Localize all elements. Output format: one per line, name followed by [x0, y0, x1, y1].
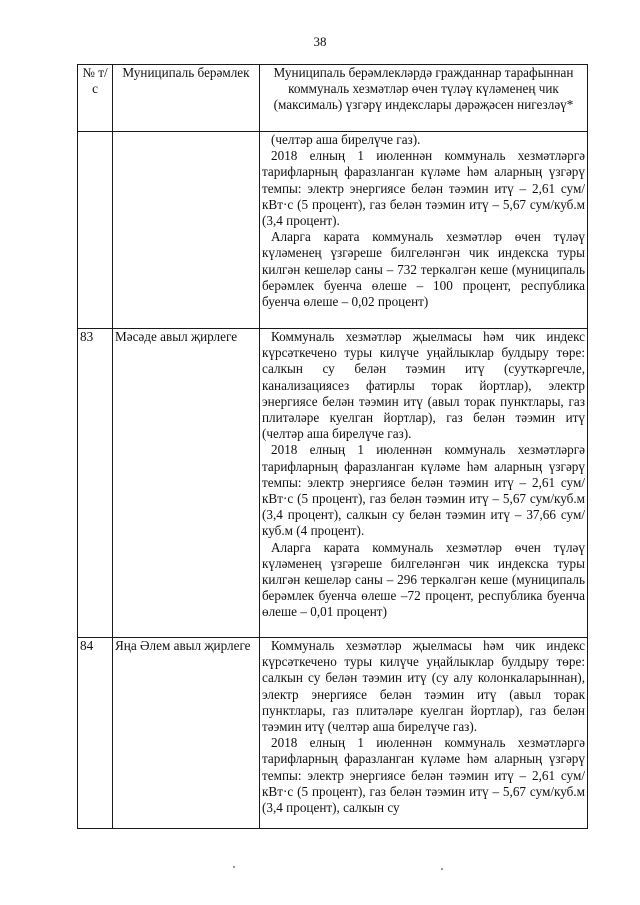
row-basis: [260, 329, 588, 638]
header-basis: Муниципаль берәмлекләрдә гражданнар тарафыннан коммуналь хезмәтләр өчен түләү күләменең чик (максималь) үзгәрү индекслары дәрәҗәсен нигезләү*: [260, 65, 588, 132]
row-number: [78, 132, 113, 329]
scan-speck: [441, 868, 443, 870]
row-number: 84: [78, 638, 113, 829]
row-basis: [260, 132, 588, 329]
basis-paragraph: 2018 елның 1 июленнән коммуналь хезмәтләргә тарифларның фаразланган күләме һәм аларның үзгәрү темпы: электр энергиясе белән тәэмин итү – 2,61 сум/кВт·с (5 процент), газ белән тәэмин итү – 5,67 сум/куб.м (3,4 процент).: [262, 148, 585, 229]
basis-paragraph: Аларга карата коммуналь хезмәтләр өчен түләү күләменең үзгәреше билгеләнгән чик индекска туры килгән кешеләр саны – 732 теркәлгән кеше (муниципаль берәмлек буенча өлеше – 100 процент, республика буенча өлеше – 0,02 процент): [262, 229, 585, 310]
page-number: 38: [313, 34, 327, 49]
header-number: № т/с: [78, 65, 113, 132]
row-basis: [260, 638, 588, 829]
row-municipality: [113, 132, 260, 329]
basis-paragraph: Аларга карата коммуналь хезмәтләр өчен түләү күләменең үзгәреше билгеләнгән чик индекска туры килгән кешеләр саны – 296 теркәлгән кеше (муниципаль берәмлек буенча өлеше –72 процент, республика буенча өлеше – 0,01 процент): [262, 539, 585, 620]
basis-paragraph: Коммуналь хезмәтләр җыелмасы һәм чик индекс күрсәткечено туры килүче уңайлыклар булдыру төре: салкын су белән тәэмин итү (сууткәргечле, канализациясез фатирлы торак йортлар), электр энергиясе белән тәэмин итү (авыл торак пунктлары, газ плитәләре куелган йортлар), газ белән тәэмин итү (челтәр аша бирелүче газ).: [262, 329, 585, 442]
row-number: 83: [78, 329, 113, 638]
row-municipality: Мәсәде авыл җирлеге: [113, 329, 260, 638]
scan-speck: [233, 866, 235, 868]
header-municipality: Муниципаль берәмлек: [113, 65, 260, 132]
table-row: [78, 329, 588, 638]
table-header-row: [78, 65, 588, 132]
basis-paragraph: 2018 елның 1 июленнән коммуналь хезмәтләргә тарифларның фаразланган күләме һәм аларның үзгәрү темпы: электр энергиясе белән тәэмин итү – 2,61 сум/кВт·с (5 процент), газ белән тәэмин итү – 5,67 сум/куб.м (3,4 процент), салкын су белән тәэмин итү – 37,66 сум/куб.м (4 процент).: [262, 442, 585, 539]
basis-paragraph: Коммуналь хезмәтләр җыелмасы һәм чик индекс күрсәткечено туры килүче уңайлыклар булдыру төре: салкын су белән тәэмин итү (су алу колонкаларыннан), электр энергиясе белән тәэмин итү (авыл торак пунктлары, газ плитәләре куелган йортлар), газ белән тәэмин итү (челтәр аша бирелүче газ).: [262, 638, 585, 735]
row-municipality: Яңа Әлем авыл җирлеге: [113, 638, 260, 829]
basis-paragraph: 2018 елның 1 июленнән коммуналь хезмәтләргә тарифларның фаразланган күләме һәм аларның үзгәрү темпы: электр энергиясе белән тәэмин итү – 2,61 сум/кВт·с (5 процент), газ белән тәэмин итү – 5,67 сум/куб.м (3,4 процент), салкын су: [262, 735, 585, 816]
table-row: [78, 132, 588, 329]
table-row: [78, 638, 588, 829]
municipal-utilities-table: [77, 64, 588, 829]
basis-paragraph: (челтәр аша бирелүче газ).: [271, 132, 421, 147]
